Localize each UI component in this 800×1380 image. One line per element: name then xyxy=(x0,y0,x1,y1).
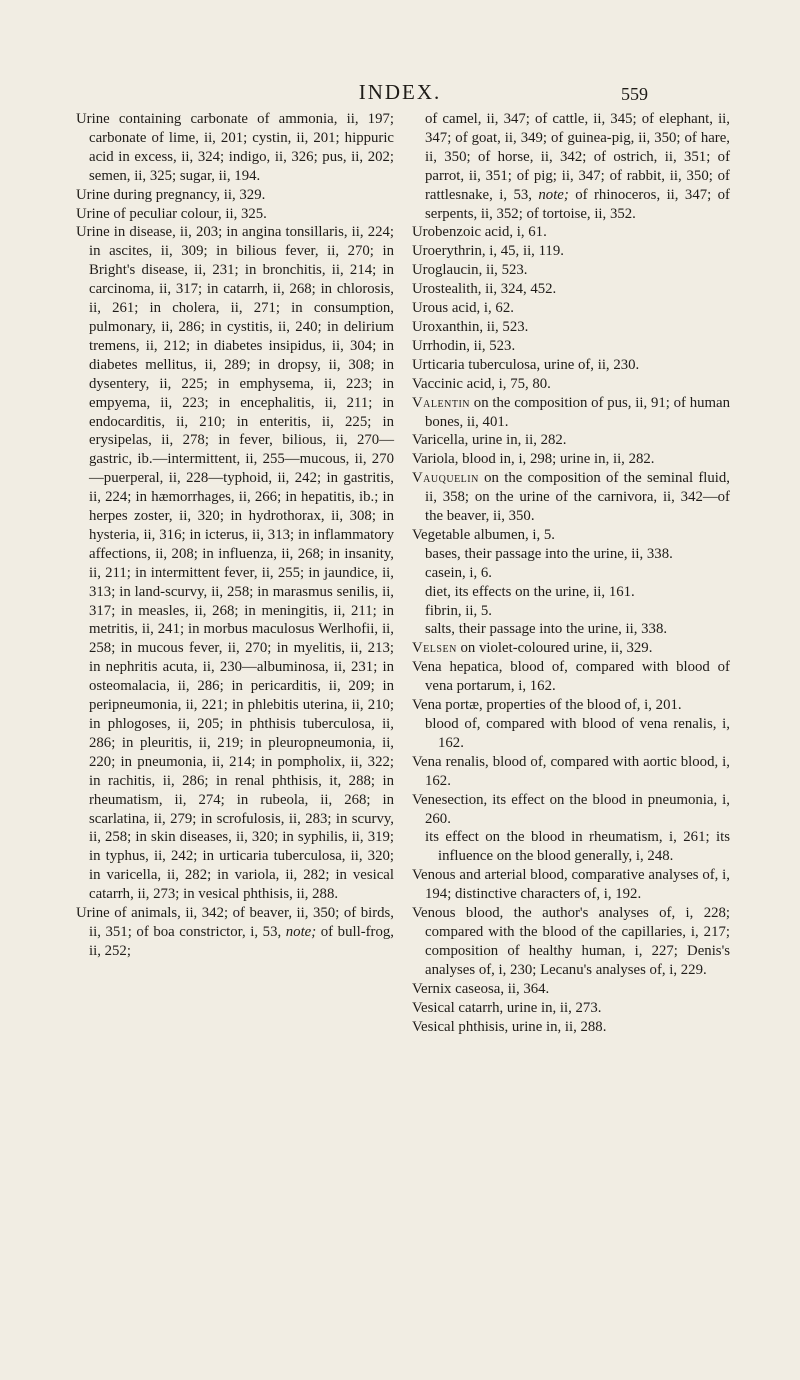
note-label: note; xyxy=(285,923,317,940)
index-entry: Vernix caseosa, ii, 364. xyxy=(412,980,550,997)
index-subentry: blood of, compared with blood of vena renalis, i, 162. xyxy=(425,716,730,751)
index-subentry: fibrin, ii, 5. xyxy=(425,602,492,619)
page-number: 559 xyxy=(621,84,648,104)
running-title: INDEX. xyxy=(358,80,442,104)
author-name: Vauquelin xyxy=(412,470,479,487)
page-header xyxy=(0,78,800,112)
index-entry: Urine of animals, ii, 342; of beaver, ii, 350; of birds, ii, 351; of boa constrictor, i, 53, note; of bull-frog, ii, 252; xyxy=(76,905,394,959)
index-entry: Urine containing carbonate of ammonia, ii, 197; carbonate of lime, ii, 201; cystin, ii, 201; hippuric acid in excess, ii, 324; indigo, ii, 326; pus, ii, 202; semen, ii, 325; sugar, ii, 194. xyxy=(76,111,394,184)
index-entry: Urrhodin, ii, 523. xyxy=(412,337,516,354)
index-entry: Vena renalis, blood of, compared with aortic blood, i, 162. xyxy=(412,753,730,789)
index-entry: Variola, blood in, i, 298; urine in, ii, 282. xyxy=(412,451,655,468)
index-subentry: salts, their passage into the urine, ii, 338. xyxy=(425,621,668,638)
index-column-right xyxy=(412,110,730,1036)
index-entry: Urticaria tuberculosa, urine of, ii, 230. xyxy=(412,356,640,373)
index-entry: Vaccinic acid, i, 75, 80. xyxy=(412,375,551,392)
index-subentry: casein, i, 6. xyxy=(425,564,492,581)
index-entry: Vena hepatica, blood of, compared with blood of vena portarum, i, 162. xyxy=(412,659,730,695)
index-entry: Urostealith, ii, 324, 452. xyxy=(412,281,557,298)
note-label: note; xyxy=(538,186,569,203)
index-entry: Venesection, its effect on the blood in pneumonia, i, 260. xyxy=(412,791,730,827)
index-entry: Urine during pregnancy, ii, 329. xyxy=(76,186,266,203)
index-subentry: its effect on the blood in rheumatism, i, 261; its influence on the blood generally, i, 248. xyxy=(425,829,730,865)
index-entry: Uroxanthin, ii, 523. xyxy=(412,318,529,335)
index-entry: Venous and arterial blood, comparative analyses of, i, 194; distinctive characters of, i, 192. xyxy=(412,867,730,903)
index-entry: Urine of peculiar colour, ii, 325. xyxy=(76,205,267,222)
index-subentry: diet, its effects on the urine, ii, 161. xyxy=(425,583,635,600)
author-name: Velsen xyxy=(412,640,457,657)
index-entry: Uroerythrin, i, 45, ii, 119. xyxy=(412,243,564,260)
index-entry: Vesical phthisis, urine in, ii, 288. xyxy=(412,1018,607,1035)
index-entry: Vegetable albumen, i, 5. xyxy=(412,526,555,543)
index-entry: Uroglaucin, ii, 523. xyxy=(412,262,528,279)
author-name: Valentin xyxy=(412,394,471,411)
index-entry: Valentin on the composition of pus, ii, 91; of human bones, ii, 401. xyxy=(412,394,731,430)
index-entry: Vena portæ, properties of the blood of, i, 201. xyxy=(412,697,682,714)
index-entry: Urine in disease, ii, 203; in angina tonsillaris, ii, 224; in ascites, ii, 309; in bilious fever, ii, 270; in Bright's disease, ii, 231; in bronchitis, ii, 214; in carcinoma, ii, 317; in catarrh, ii, 268; in chlorosis, ii, 261; in cholera, ii, 271; in consumption, pulmonary, ii, 286; in cystitis, ii, 240; in delirium tremens, ii, 212; in diabetes insipidus, ii, 304; in diabetes mellitus, ii, 289; in dropsy, ii, 308; in dysentery, ii, 225; in emphysema, ii, 223; in empyema, ii, 223; in encephalitis, ii, 211; in endocarditis, ii, 210; in enteritis, ii, 225; in erysipelas, ii, 278; in fever, bilious, ii, 270—gastric, ib.—intermittent, ii, 255—mucous, ii, 270—puerperal, ii, 228—typhoid, ii, 242; in gastritis, ii, 224; in hæmorrhages, ii, 266; in hepatitis, ib.; in herpes zoster, ii, 320; in hydrothorax, ii, 308; in hysteria, ii, 316; in icterus, ii, 313; in inflammatory affections, ii, 208; in influenza, ii, 268; in insanity, ii, 211; in intermittent fever, ii, 255; in jaundice, ii, 313; in land-scurvy, ii, 258; in marasmus senilis, ii, 317; in measles, ii, 268; in meningitis, ii, 211; in metritis, ii, 241; in morbus maculosus Werlhofii, ii, 258; in mucous fever, ii, 270; in myelitis, ii, 213; in nephritis acuta, ii, 230—albuminosa, ii, 231; in osteomalacia, ii, 286; in pericarditis, ii, 209; in peripneumonia, ii, 221; in phlebitis uterina, ii, 210; in phlogoses, ii, 205; in phthisis tuberculosa, ii, 286; in pleuritis, ii, 219; in pleuropneumonia, ii, 220; in pneumonia, ii, 214; in pompholix, ii, 322; in rachitis, ii, 286; in renal phthisis, it, 288; in rheumatism, ii, 274; in rubeola, ii, 268; in scarlatina, ii, 279; in scrofulosis, ii, 283; in scurvy, ii, 258; in skin diseases, ii, 320; in syphilis, ii, 319; in typhus, ii, 242; in urticaria tuberculosa, ii, 320; in varicella, ii, 282; in variola, ii, 282; in vesical catarrh, ii, 273; in vesical phthisis, ii, 288. xyxy=(76,224,394,903)
index-subentry: bases, their passage into the urine, ii, 338. xyxy=(425,545,673,562)
index-entry-continued: of camel, ii, 347; of cattle, ii, 345; of elephant, ii, 347; of goat, ii, 349; of guinea-pig, ii, 350; of hare, ii, 350; of horse, ii, 342; of ostrich, ii, 351; of parrot, ii, 351; of pig; ii, 347; of rabbit, ii, 350; of rattlesnake, i, 53, note; of rhinoceros, ii, 347; of serpents, ii, 352; of tortoise, ii, 352. xyxy=(425,111,730,222)
index-entry: Venous blood, the author's analyses of, i, 228; compared with the blood of the capillaries, i, 217; composition of healthy human, i, 227; Denis's analyses of, i, 230; Lecanu's analyses of, i, 229. xyxy=(412,905,730,978)
index-entry: Vauquelin on the composition of the seminal fluid, ii, 358; on the urine of the carnivora, ii, 342—of the beaver, ii, 350. xyxy=(412,470,730,525)
index-entry: Velsen on violet-coloured urine, ii, 329. xyxy=(412,640,653,657)
index-entry: Varicella, urine in, ii, 282. xyxy=(412,432,567,449)
index-entry: Urobenzoic acid, i, 61. xyxy=(412,224,547,241)
index-column-left xyxy=(76,110,394,961)
index-entry: Vesical catarrh, urine in, ii, 273. xyxy=(412,999,602,1016)
index-entry: Urous acid, i, 62. xyxy=(412,300,514,317)
